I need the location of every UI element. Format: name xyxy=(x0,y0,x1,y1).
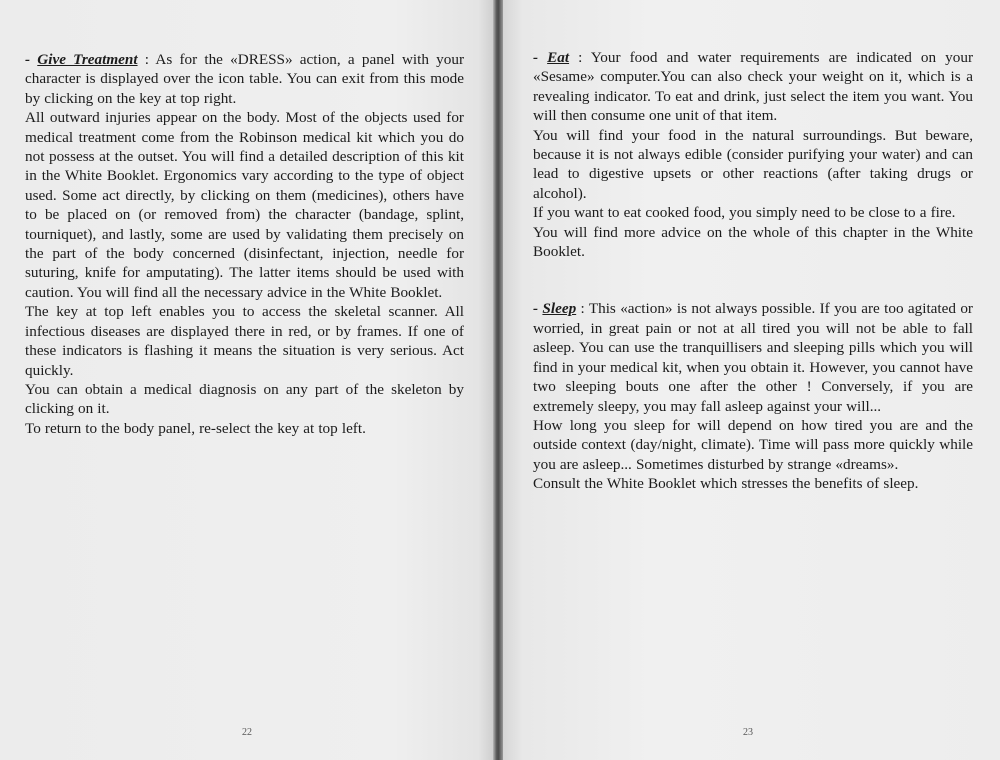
sleep-benefits-paragraph: Consult the White Booklet which stresses the benefits of sleep. xyxy=(533,475,919,493)
sleep-intro: : This «action» is not always possible. If you are too agitated or worried, in great pain or not at all tired you will not be able to fall asleep. You can use the tranquillisers and sleeping pills which you will find in your medical kit, when you obtain it. However, you cannot have two sleeping bouts one after the other ! Conversely, if you are extremely sleepy, you may fall asleep against your will... xyxy=(533,300,973,415)
skeletal-scanner-paragraph: The key at top left enables you to access the skeletal scanner. All infectious diseases are displayed there in red, or by frames. If one of these indicators is flashing it means the situation is very serious. Act quickly. xyxy=(25,303,464,379)
give-treatment-heading: Give Treatment xyxy=(37,51,138,68)
give-treatment-section xyxy=(25,50,464,108)
book-gutter xyxy=(493,0,503,760)
return-paragraph: To return to the body panel, re-select the key at top left. xyxy=(25,419,366,437)
eat-advice-paragraph: You will find more advice on the whole of this chapter in the White Booklet. xyxy=(533,223,973,261)
eat-heading: Eat xyxy=(547,49,570,66)
page-number-right: 23 xyxy=(743,727,753,738)
sleep-heading: Sleep xyxy=(542,300,577,318)
cooked-food-paragraph: If you want to eat cooked food, you simply need to be close to a fire. xyxy=(533,204,956,222)
sleep-section xyxy=(533,299,973,415)
left-page-text xyxy=(25,50,464,438)
give-treatment-dash: - xyxy=(25,51,38,68)
section-gap xyxy=(533,261,973,299)
eat-dash: - xyxy=(533,49,548,66)
eat-section xyxy=(533,48,973,126)
sleep-duration-paragraph: How long you sleep for will depend on how tired you are and the outside context (day/night, climate). Time will pass more quickly while you are asleep... Sometimes disturbed by strange «dreams». xyxy=(533,416,973,473)
left-page xyxy=(0,0,493,760)
eat-intro: : Your food and water requirements are indicated on your «Sesame» computer.You can also check your weight on it, which is a revealing indicator. To eat and drink, just select the item you want. You will then consume one unit of that item. xyxy=(533,49,974,125)
page-number-left: 22 xyxy=(242,727,252,738)
injuries-paragraph: All outward injuries appear on the body. Most of the objects used for medical treatment come from the Robinson medical kit which you do not possess at the outset. You will find a detailed description of this kit in the White Booklet. Ergonomics vary according to the type of object used. Some act directly, by clicking on them (medicines), others have to be placed on (or removed from) the character (bandage, splint, tourniquet), and lastly, some are used by validating them precisely on the part of the body concerned (disinfectant, injection, needle for suturing, knife for amputating). The latter items should be used with caution. You will find all the necessary advice in the White Booklet. xyxy=(25,109,464,301)
give-treatment-intro: : As for the «DRESS» action, a panel with your character is displayed over the icon table. You can exit from this mode by clicking on the key at top right. xyxy=(25,51,465,107)
right-page-text xyxy=(533,48,973,494)
diagnosis-paragraph: You can obtain a medical diagnosis on any part of the skeleton by clicking on it. xyxy=(25,380,464,418)
right-page xyxy=(503,0,1000,760)
sleep-dash: - xyxy=(533,300,543,318)
food-paragraph: You will find your food in the natural surroundings. But beware, because it is not always edible (consider purifying your water) and can lead to digestive upsets or other reactions (after taking drugs or alcohol). xyxy=(533,126,973,202)
